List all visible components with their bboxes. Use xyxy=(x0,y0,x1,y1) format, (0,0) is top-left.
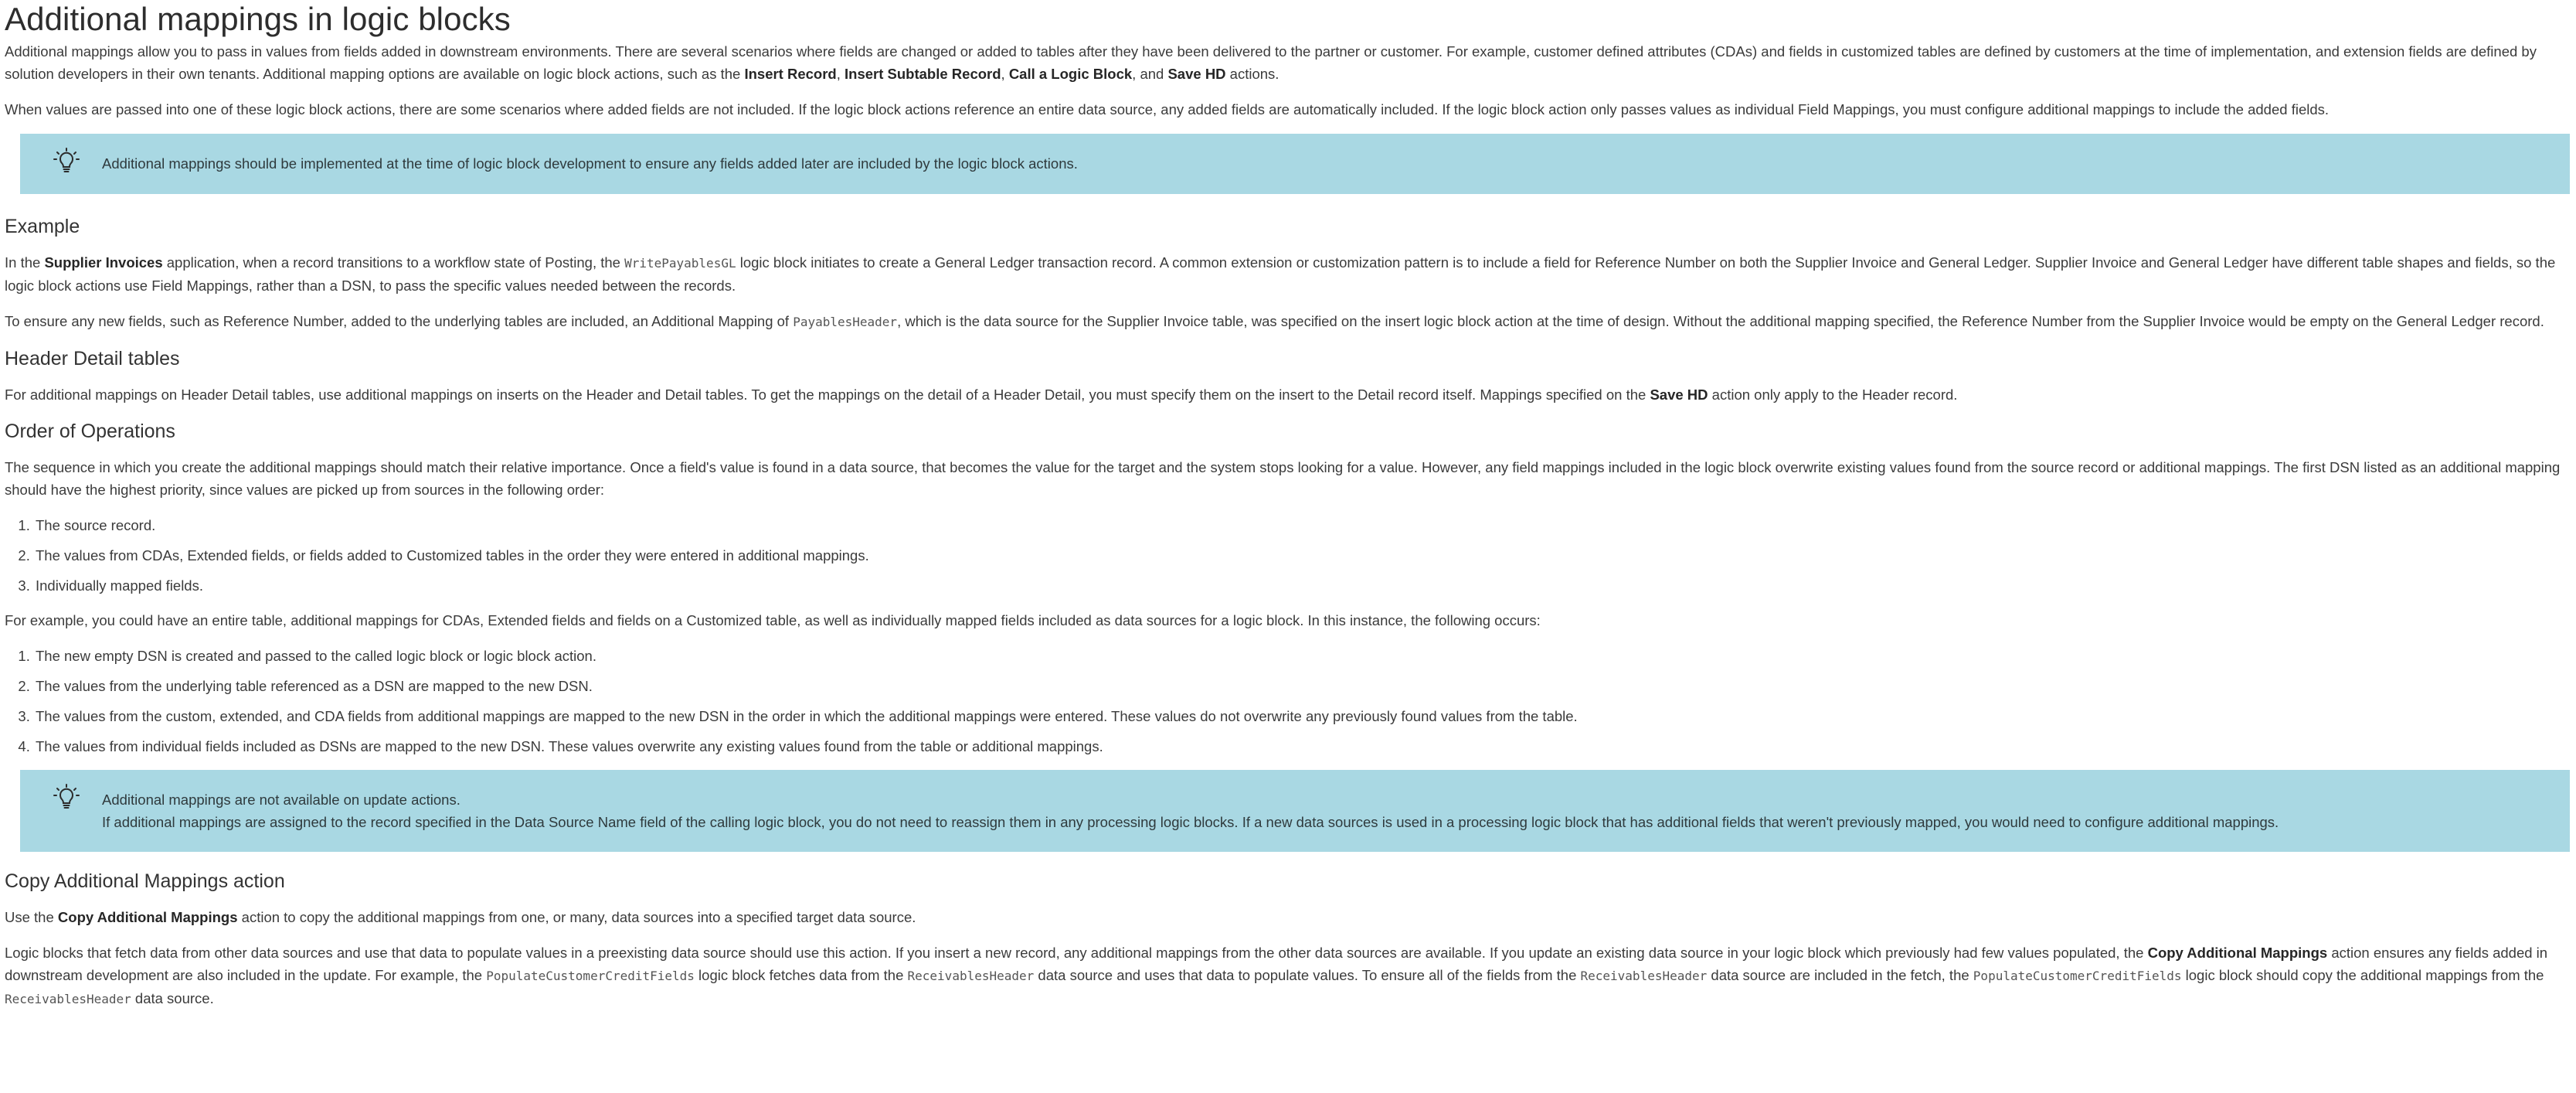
list-item: 3. Individually mapped fields. xyxy=(34,574,2570,597)
code-populatecustomercreditfields: PopulateCustomerCreditFields xyxy=(1973,969,2182,983)
insert-record-term: Insert Record xyxy=(744,66,837,82)
code-populatecustomercreditfields: PopulateCustomerCreditFields xyxy=(486,969,695,983)
callout-line-2: If additional mappings are assigned to the record specified in the Data Source Name field of the calling logic block, you do not need to reassign them in any processing logic blocks. If a new data sources is used in a processing logic block that has additional fields that weren't previously mapped, you would need to configure additional mappings. xyxy=(102,814,2279,830)
priority-list xyxy=(5,514,2570,597)
example-paragraph-1: In the Supplier Invoices application, when a record transitions to a workflow state of Posting, the WritePayablesGL logic block initiates to create a General Ledger transaction record. A common extension or customization pattern is to include a field for Reference Number on both the Supplier Invoice and General Ledger. Supplier Invoice and General Ledger have different table shapes and fields, so the logic block actions use Field Mappings, rather than a DSN, to pass the specific values needed between the records. xyxy=(5,254,2556,294)
list-item: 3. The values from the custom, extended, and CDA fields from additional mappings are mapped to the new DSN in the order in which the additional mappings were entered. These values do not overwrite any previously found values from the table. xyxy=(34,705,2570,727)
page-title: Additional mappings in logic blocks xyxy=(5,1,511,37)
save-hd-term: Save HD xyxy=(1650,386,1708,403)
header-detail-heading: Header Detail tables xyxy=(5,348,180,369)
copy-paragraph-1: Use the Copy Additional Mappings action to copy the additional mappings from one, or many, data sources into a specified target data source. xyxy=(5,909,916,925)
list-item: 4. The values from individual fields included as DSNs are mapped to the new DSN. These values overwrite any existing values found from the table or additional mappings. xyxy=(34,735,2570,758)
list-item: 1. The new empty DSN is created and passed to the called logic block or logic block action. xyxy=(34,645,2570,667)
callout-text: Additional mappings should be implemented at the time of logic block development to ensure any fields added later are included by the logic block actions. xyxy=(102,155,1078,172)
header-detail-paragraph: For additional mappings on Header Detail tables, use additional mappings on inserts on the Header and Detail tables. To get the mappings on the detail of a Header Detail, you must specify them on the insert to the Detail record itself. Mappings specified on the Save HD action only apply to the Header record. xyxy=(5,386,1958,403)
order-paragraph-1: The sequence in which you create the additional mappings should match their relative importance. Once a field's value is found in a data source, that becomes the value for the target and the system stops looking for a value. However, any field mappings included in the logic block overwrite existing values found from the source record or additional mappings. The first DSN listed as an additional mapping should have the highest priority, since values are picked up from sources in the following order: xyxy=(5,459,2561,498)
list-item: 1. The source record. xyxy=(34,514,2570,536)
save-hd-term: Save HD xyxy=(1167,66,1226,82)
tip-callout xyxy=(20,134,2570,194)
order-paragraph-2: For example, you could have an entire table, additional mappings for CDAs, Extended fields and fields on a Customized table, as well as individually mapped fields included as data sources for a logic block. In this instance, the following occurs: xyxy=(5,612,1541,628)
copy-additional-mappings-term: Copy Additional Mappings xyxy=(2147,945,2328,961)
callout-line-1: Additional mappings are not available on update actions. xyxy=(102,792,460,808)
list-item: 2. The values from the underlying table referenced as a DSN are mapped to the new DSN. xyxy=(34,675,2570,697)
intro-paragraph-2: When values are passed into one of these logic block actions, there are some scenarios where added fields are not included. If the logic block actions reference an entire data source, any added fields are automatically included. If the logic block action only passes values as individual Field Mappings, you must configure additional mappings to include the added fields. xyxy=(5,101,2330,117)
example-paragraph-2: To ensure any new fields, such as Reference Number, added to the underlying tables are included, an Additional Mapping of PayablesHeader, which is the data source for the Supplier Invoice table, was specified on the insert logic block action at the time of design. Without the additional mapping specified, the Reference Number from the Supplier Invoice would be empty on the General Ledger record. xyxy=(5,313,2544,329)
order-heading: Order of Operations xyxy=(5,421,175,442)
intro-paragraph: Additional mappings allow you to pass in values from fields added in downstream environments. There are several scenarios where fields are changed or added to tables after they have been delivered to the partner or customer. For example, customer defined attributes (CDAs) and fields in customized tables are defined by customers at the time of implementation, and extension fields are defined by solution developers in their own tenants. Additional mapping options are available on logic block actions, such as the Insert Record, Insert Subtable Record, Call a Logic Block, and Save HD actions. xyxy=(5,43,2537,82)
callout-text xyxy=(102,770,2279,833)
code-receivablesheader: ReceivablesHeader xyxy=(1580,969,1708,983)
copy-paragraph-2: Logic blocks that fetch data from other data sources and use that data to populate values in a preexisting data source should use this action. If you insert a new record, any additional mappings from the other data sources are available. If you update an existing data source in your logic block which previously had few values populated, the Copy Additional Mappings action ensures any fields added in downstream development are also included in the update. For example, the PopulateCustomerCreditFields logic block fetches data from the ReceivablesHeader data source and uses that data to populate values. To ensure all of the fields from the ReceivablesHeader data source are included in the fetch, the PopulateCustomerCreditFields logic block should copy the additional mappings from the ReceivablesHeader data source. xyxy=(5,945,2548,1006)
code-payablesheader: PayablesHeader xyxy=(793,315,898,329)
note-callout xyxy=(20,770,2570,852)
copy-mappings-heading: Copy Additional Mappings action xyxy=(5,870,285,892)
code-receivablesheader: ReceivablesHeader xyxy=(5,992,131,1006)
insert-subtable-record-term: Insert Subtable Record xyxy=(845,66,1001,82)
lightbulb-icon xyxy=(51,146,82,177)
copy-additional-mappings-term: Copy Additional Mappings xyxy=(57,909,238,925)
example-heading: Example xyxy=(5,216,80,237)
code-receivablesheader: ReceivablesHeader xyxy=(907,969,1035,983)
list-item: 2. The values from CDAs, Extended fields, or fields added to Customized tables in the order they were entered in additional mappings. xyxy=(34,544,2570,567)
call-logic-block-term: Call a Logic Block xyxy=(1008,66,1133,82)
supplier-invoices-term: Supplier Invoices xyxy=(44,254,163,271)
lightbulb-icon xyxy=(51,782,82,813)
process-list xyxy=(5,645,2570,758)
code-writepayablesgl: WritePayablesGL xyxy=(624,256,736,271)
